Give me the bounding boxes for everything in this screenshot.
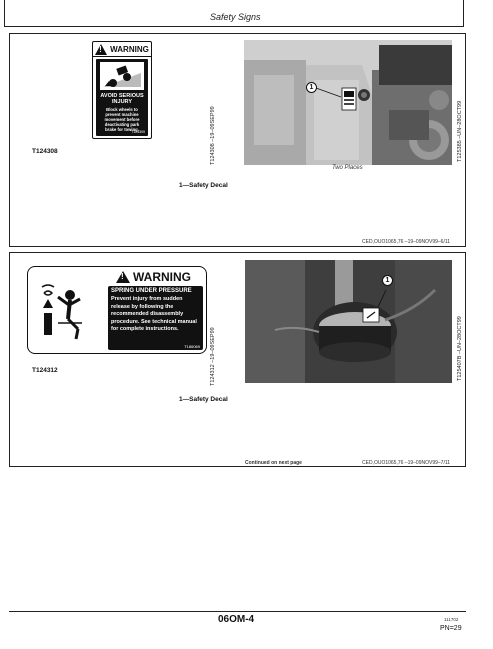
decal-instructions-2: Prevent injury from sudden release by following the recommended disassembly procedure. See technical manual for complete instructions.	[111, 296, 197, 332]
machine-photo-2	[245, 260, 452, 383]
machine-photo-1	[244, 40, 452, 165]
page-code: 06OM-4	[218, 614, 255, 625]
legend-safety-decal: 1—Safety Decal	[179, 182, 228, 189]
decal-instructions: Block wheels to prevent machine movement before deactivating park brake for towing.	[104, 107, 140, 132]
photo-caption: Two Places	[332, 165, 363, 171]
image-code-left: T124308 –19–09SEP99	[210, 106, 216, 165]
header-left-rule	[4, 0, 5, 26]
machine-photo-1-illustration	[244, 40, 452, 165]
footer-reference-1: CED,OUO1065,76 –19–09NOV99–6/11	[362, 239, 451, 245]
decal-pictogram-area	[96, 59, 148, 136]
image-code-left-2: T124312 –19–09SEP99	[210, 327, 216, 386]
footer-reference-2: CED,OUO1065,76 –19–09NOV99–7/11	[362, 460, 451, 466]
towing-pictogram-icon	[99, 61, 145, 91]
warning-triangle-icon-2	[116, 271, 130, 283]
spring-hazard-pictogram-icon	[40, 283, 88, 343]
machine-photo-2-illustration	[245, 260, 452, 383]
image-code-right-2: T125407B –UN–28OCT99	[457, 316, 463, 381]
page-header-title: Safety Signs	[210, 12, 261, 22]
footer-rule	[9, 611, 466, 612]
warning-triangle-icon	[95, 44, 107, 55]
decal-part-number-2: T186069	[184, 344, 200, 349]
decal-text-area-2	[108, 286, 203, 350]
decal-warning-heading-2: ! WARNING	[116, 270, 191, 284]
decal-id-label: T124308	[32, 148, 58, 155]
decal-subheading-2: SPRING UNDER PRESSURE	[111, 288, 192, 294]
image-code-right: T125385 –UN–28OCT99	[457, 100, 463, 162]
decal-id-label-2: T124312	[32, 367, 58, 374]
safety-panel-2	[9, 252, 466, 467]
photo-callout-2: 1	[382, 275, 393, 286]
decal-warning-heading: ! WARNING	[93, 42, 151, 57]
warning-decal-tow	[92, 41, 152, 139]
warning-decal-spring	[27, 266, 207, 354]
safety-panel-1	[9, 33, 466, 247]
header-bottom-rule	[4, 26, 464, 27]
legend-safety-decal-2: 1—Safety Decal	[179, 396, 228, 403]
header-right-rule	[463, 0, 464, 26]
decal-subheading: AVOID SERIOUS INJURY	[100, 93, 144, 105]
continued-note: Continued on next page	[245, 460, 302, 466]
date-code: 111702	[444, 617, 459, 622]
page-number: PN=29	[440, 625, 462, 632]
decal-part-number: T124309	[131, 130, 145, 134]
photo-callout-1: 1	[306, 82, 317, 93]
